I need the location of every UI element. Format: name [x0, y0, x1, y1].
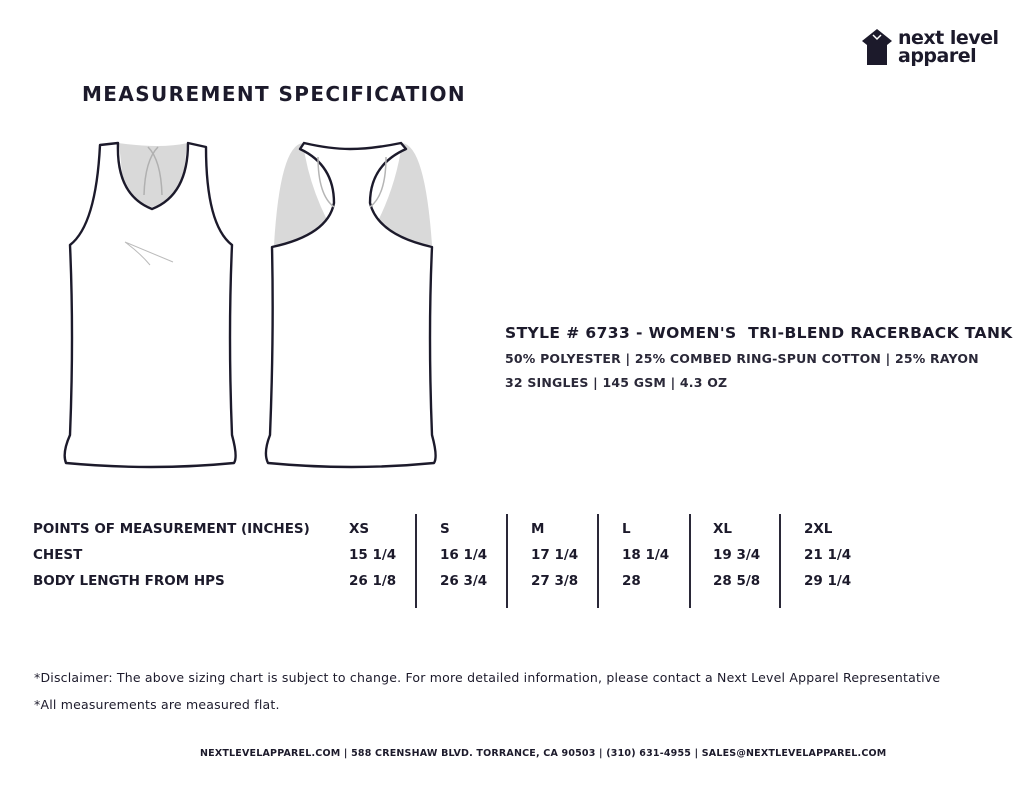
- size-header: 2XL: [804, 521, 833, 537]
- page-title: MEASUREMENT SPECIFICATION: [82, 82, 467, 106]
- table-cell: 16 1/4: [440, 547, 488, 563]
- column-divider: [779, 514, 781, 608]
- row-label: CHEST: [33, 547, 83, 563]
- table-cell: 17 1/4: [531, 547, 579, 563]
- table-row: [33, 568, 895, 594]
- size-header: M: [531, 521, 545, 537]
- flat-measure-note: *All measurements are measured flat.: [34, 697, 280, 712]
- footer-contact: NEXTLEVELAPPAREL.COM | 588 CRENSHAW BLVD. TORRANCE, CA 90503 | (310) 631-4955 | SALES@NEXTLEVELAPPAREL.COM: [200, 748, 887, 759]
- table-cell: 15 1/4: [349, 547, 397, 563]
- table-cell: 26 1/8: [349, 573, 397, 589]
- fabric-composition: 50% POLYESTER | 25% COMBED RING-SPUN COTTON | 25% RAYON: [505, 351, 979, 366]
- tshirt-icon: [861, 28, 893, 66]
- fabric-specs: 32 SINGLES | 145 GSM | 4.3 OZ: [505, 375, 728, 390]
- header-label: POINTS OF MEASUREMENT (INCHES): [33, 521, 310, 537]
- row-label: BODY LENGTH FROM HPS: [33, 573, 225, 589]
- logo-line-2: apparel: [898, 45, 977, 67]
- size-header: S: [440, 521, 450, 537]
- table-row: [33, 542, 895, 568]
- table-cell: 26 3/4: [440, 573, 488, 589]
- tank-back-flat-sketch: [260, 135, 445, 475]
- table-cell: 28 5/8: [713, 573, 761, 589]
- table-header-row: [33, 516, 895, 542]
- style-title: STYLE # 6733 - WOMEN'S TRI-BLEND RACERBACK TANK: [505, 324, 1013, 342]
- size-header: XL: [713, 521, 733, 537]
- table-cell: 19 3/4: [713, 547, 761, 563]
- table-cell: 28: [622, 573, 641, 589]
- table-cell: 18 1/4: [622, 547, 670, 563]
- column-divider: [689, 514, 691, 608]
- size-header: XS: [349, 521, 370, 537]
- brand-logo: [861, 28, 999, 66]
- table-cell: 29 1/4: [804, 573, 852, 589]
- column-divider: [597, 514, 599, 608]
- table-cell: 27 3/8: [531, 573, 579, 589]
- column-divider: [415, 514, 417, 608]
- table-cell: 21 1/4: [804, 547, 852, 563]
- logo-line-1: next level: [898, 27, 999, 49]
- size-header: L: [622, 521, 631, 537]
- disclaimer-note: *Disclaimer: The above sizing chart is subject to change. For more detailed information, please contact a Next Level Apparel Representative: [34, 670, 941, 685]
- tank-front-flat-sketch: [60, 135, 240, 475]
- column-divider: [506, 514, 508, 608]
- size-table: [33, 516, 895, 594]
